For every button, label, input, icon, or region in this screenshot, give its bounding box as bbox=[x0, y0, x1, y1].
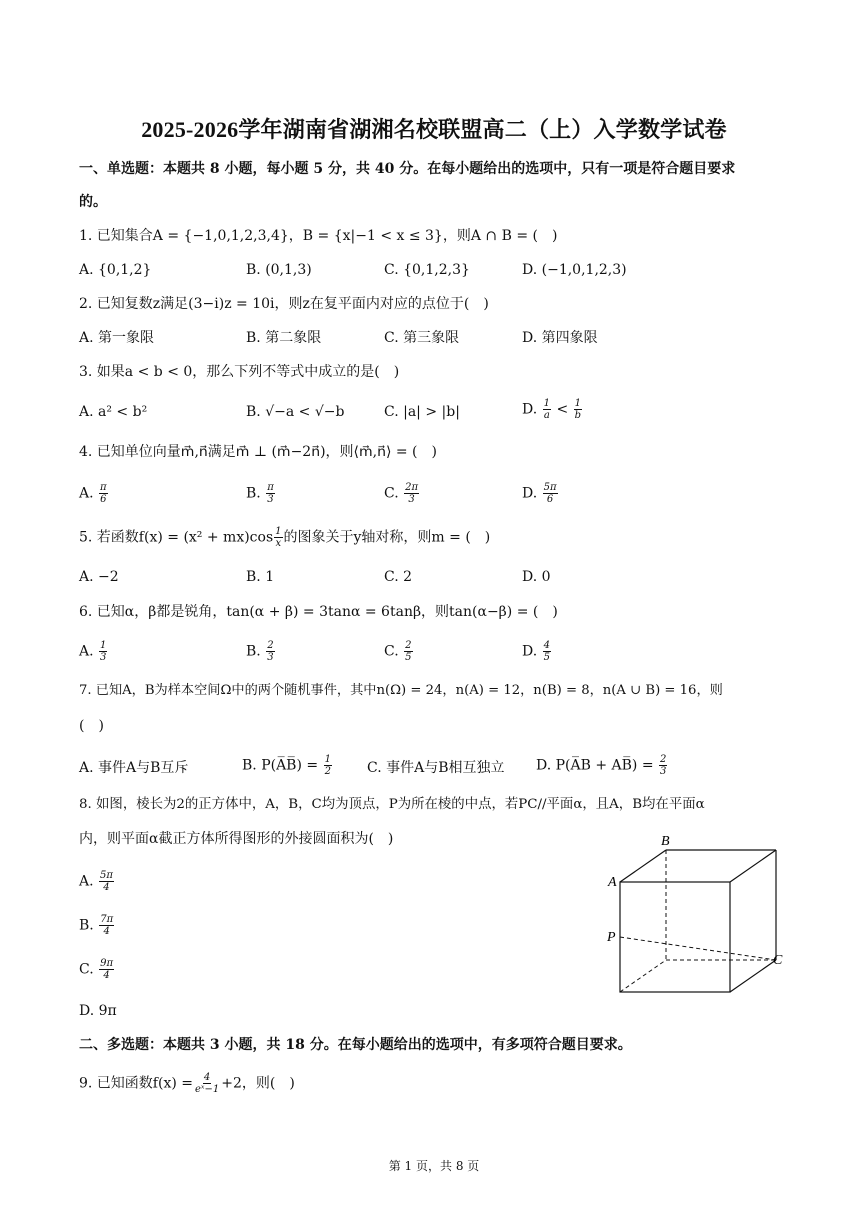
section1-heading: 一、单选题：本题共 8 小题，每小题 5 分，共 40 分。在每小题给出的选项中，只有一项是符合题目要求 bbox=[79, 161, 736, 177]
q7-option-a: A. 事件A与B互斥 bbox=[79, 760, 189, 776]
label-c: C bbox=[773, 953, 783, 968]
page-footer: 第 1 页，共 8 页 bbox=[388, 1159, 480, 1173]
q7-stem: 7. 已知A，B为样本空间Ω中的两个随机事件，其中n(Ω) = 24，n(A) = 12，n(B) = 8，n(A ∪ B) = 16，则 bbox=[79, 683, 723, 698]
q7-option-d: D. P(A̅B + AB̅) = $\frac{2}{3}$ bbox=[536, 754, 667, 777]
q6-option-c: C. $\frac{2}{5}$ bbox=[384, 640, 412, 663]
section1-heading-cont: 的。 bbox=[79, 194, 107, 210]
cube-figure bbox=[600, 828, 790, 998]
q8-option-d: D. 9π bbox=[79, 1003, 117, 1019]
q7-option-c: C. 事件A与B相互独立 bbox=[367, 760, 505, 776]
q9-stem: 9. 已知函数f(x) = $\frac{4}{\text{eˣ−1}}$ +2，则( ) bbox=[79, 1072, 295, 1095]
q1-option-b: B. (0,1,3) bbox=[246, 262, 312, 278]
q6-option-b: B. $\frac{2}{3}$ bbox=[246, 640, 274, 663]
q8-option-a: A. $\frac{5\pi}{4}$ bbox=[79, 870, 113, 893]
cube-front-face bbox=[620, 882, 730, 992]
q2-option-c: C. 第三象限 bbox=[384, 330, 460, 346]
q3-option-a: A. a² < b² bbox=[79, 404, 148, 420]
q1-option-c: C. {0,1,2,3} bbox=[384, 262, 470, 278]
cube-edge bbox=[730, 960, 776, 992]
cube-edge bbox=[620, 850, 666, 882]
label-p: P bbox=[607, 930, 616, 945]
q8-option-b: B. $\frac{7\pi}{4}$ bbox=[79, 914, 114, 937]
label-b: B bbox=[661, 834, 670, 849]
cube-hidden-edge bbox=[620, 960, 666, 992]
q2-option-b: B. 第二象限 bbox=[246, 330, 322, 346]
q3-option-c: C. |a| > |b| bbox=[384, 404, 460, 420]
q8-option-c: C. $\frac{9\pi}{4}$ bbox=[79, 958, 114, 981]
exam-title: 2025-2026学年湖南省湖湘名校联盟高二（上）入学数学试卷 bbox=[141, 117, 727, 142]
q3-option-b: B. √−a < √−b bbox=[246, 404, 345, 420]
cube-edge bbox=[730, 850, 776, 882]
q5-option-a: A. −2 bbox=[79, 569, 119, 585]
q8-stem-cont: 内，则平面α截正方体所得图形的外接圆面积为( ) bbox=[79, 831, 394, 847]
label-a: A bbox=[608, 875, 617, 890]
q4-option-a: A. $\frac{\pi}{6}$ bbox=[79, 482, 107, 505]
q3-stem: 3. 如果a < b < 0，那么下列不等式中成立的是( ) bbox=[79, 364, 400, 380]
q1-option-a: A. {0,1,2} bbox=[79, 262, 152, 278]
q8-stem: 8. 如图，棱长为2的正方体中，A，B，C均为顶点，P为所在棱的中点，若PC//平面α，且A，B均在平面α bbox=[79, 797, 705, 812]
q7-option-b: B. P(A̅B̅) = $\frac{1}{2}$ bbox=[242, 754, 331, 777]
q6-option-d: D. $\frac{4}{5}$ bbox=[522, 640, 551, 663]
q3-option-d: D. $\frac{1}{a}$ < $\frac{1}{b}$ bbox=[522, 398, 582, 421]
q6-option-a: A. $\frac{1}{3}$ bbox=[79, 640, 107, 663]
q4-option-b: B. $\frac{\pi}{3}$ bbox=[246, 482, 274, 505]
q5-option-d: D. 0 bbox=[522, 569, 551, 585]
q2-option-a: A. 第一象限 bbox=[79, 330, 155, 346]
q4-stem: 4. 已知单位向量m⃗,n⃗满足m⃗ ⊥ (m⃗−2n⃗)，则⟨m⃗,n⃗⟩ = ( ) bbox=[79, 444, 437, 460]
q4-option-c: C. $\frac{2\pi}{3}$ bbox=[384, 482, 419, 505]
q5-option-c: C. 2 bbox=[384, 569, 413, 585]
q5-option-b: B. 1 bbox=[246, 569, 275, 585]
q4-option-d: D. $\frac{5\pi}{6}$ bbox=[522, 482, 557, 505]
segment-pc bbox=[620, 937, 776, 960]
q6-stem: 6. 已知α，β都是锐角，tan(α + β) = 3tanα = 6tanβ，则tan(α−β) = ( ) bbox=[79, 604, 558, 620]
q2-stem: 2. 已知复数z满足(3−i)z = 10i，则z在复平面内对应的点位于( ) bbox=[79, 296, 489, 312]
q5-stem: 5. 若函数f(x) = (x² + mx)cos $\frac{1}{x}$ 的图象关于y轴对称，则m = ( ) bbox=[79, 526, 491, 549]
q1-option-d: D. (−1,0,1,2,3) bbox=[522, 262, 627, 278]
q7-stem-cont: ( ) bbox=[79, 718, 104, 734]
section2-heading: 二、多选题：本题共 3 小题，共 18 分。在每小题给出的选项中，有多项符合题目要求。 bbox=[79, 1037, 632, 1053]
q2-option-d: D. 第四象限 bbox=[522, 330, 598, 346]
q1-stem: 1. 已知集合A = {−1,0,1,2,3,4}，B = {x|−1 < x ≤ 3}，则A ∩ B = ( ) bbox=[79, 228, 558, 244]
